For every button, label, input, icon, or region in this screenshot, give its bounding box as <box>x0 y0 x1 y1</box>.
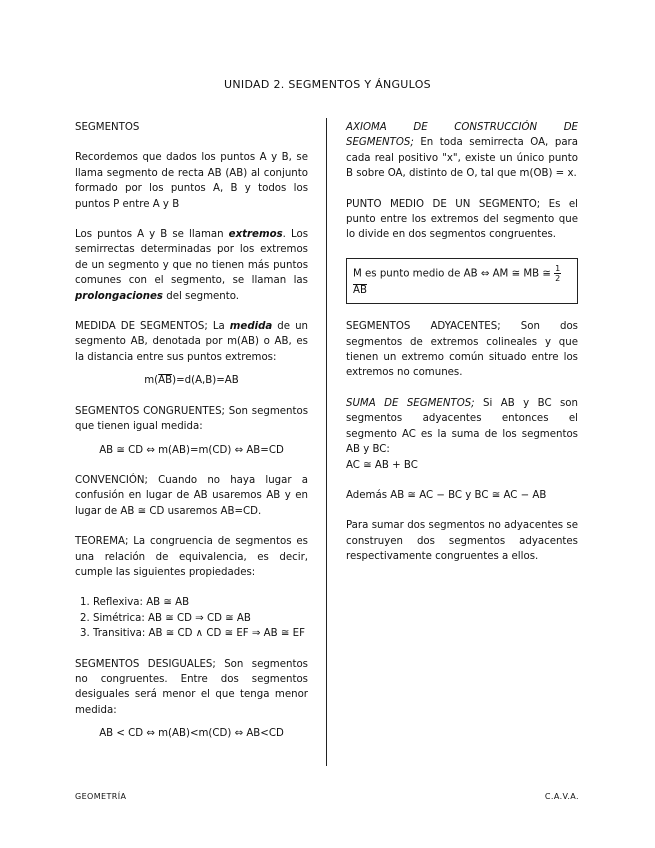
property-simetrica: 2. Simétrica: AB ≅ CD ⇒ CD ≅ AB <box>93 611 308 626</box>
properties-list <box>75 595 308 641</box>
medida-text-b: de un segmento AB, denotada por m(AB) o AB, es la distancia entre sus puntos extremos: <box>75 321 308 363</box>
extremos-term: extremos <box>228 229 283 241</box>
footer-left: GEOMETRÍA <box>75 792 127 801</box>
medida-formula-b: )=d(A,B)=AB <box>172 375 239 387</box>
property-transitiva: 3. Transitiva: AB ≅ CD ∧ CD ≅ EF ⇒ AB ≅ EF <box>93 626 308 641</box>
congruentes-formula: AB ≅ CD ⇔ m(AB)=m(CD) ⇔ AB=CD <box>99 444 284 456</box>
teorema-text: La congruencia de segmentos es una relación de equivalencia, es decir, cumple las siguientes propiedades: <box>75 536 308 578</box>
suma-paragraph <box>346 396 578 458</box>
prolongaciones-term: prolongaciones <box>75 290 163 302</box>
congruentes-text: Son segmentos que tienen igual medida: <box>75 405 309 433</box>
punto-medio-box <box>346 258 578 304</box>
fraction-denominator: 2 <box>555 273 561 283</box>
axioma-heading: AXIOMA DE CONSTRUCCIÓN DE SEGMENTOS; <box>346 122 578 149</box>
medida-heading: MEDIDA DE SEGMENTOS; <box>75 321 208 333</box>
axioma-paragraph <box>346 120 578 182</box>
convencion-heading: CONVENCIÓN; <box>75 474 148 486</box>
segmentos-heading: SEGMENTOS <box>75 122 140 133</box>
convencion-text: Cuando no haya lugar a confusión en lugar de AB usaremos AB y en lugar de AB ≅ CD usaremos AB=CD. <box>75 474 308 517</box>
footer-right: C.A.V.A. <box>544 792 579 801</box>
right-column <box>346 120 578 580</box>
extremos-paragraph <box>75 227 308 304</box>
desiguales-paragraph <box>75 657 308 719</box>
suma-formula: AC ≅ AB + BC <box>346 459 418 471</box>
segmentos-definition: Recordemos que dados los puntos A y B, se llama segmento de recta AB (AB) al conjunto formado por los puntos A, B y todos los puntos P entre A y B <box>75 152 308 210</box>
adyacentes-paragraph <box>346 319 578 381</box>
medida-text-a: La <box>207 321 230 333</box>
axioma-text: En toda semirrecta OA, para cada real positivo "x", existe un único punto B sobre OA, distinto de O, tal que m(OB) = x. <box>346 137 578 180</box>
teorema-heading: TEOREMA; <box>75 536 129 548</box>
punto-medio-heading: PUNTO MEDIO DE UN SEGMENTO; <box>346 198 541 210</box>
punto-medio-text: Es el punto entre los extremos del segmento que lo divide en dos segmentos congruentes. <box>346 198 579 241</box>
desiguales-formula: AB < CD ⇔ m(AB)<m(CD) ⇔ AB<CD <box>99 728 284 740</box>
medida-term: medida <box>229 321 273 333</box>
left-column <box>75 120 308 757</box>
desiguales-heading: SEGMENTOS DESIGUALES; <box>75 658 216 670</box>
column-divider <box>326 118 327 766</box>
medida-formula <box>75 373 308 388</box>
page-title: UNIDAD 2. SEGMENTOS Y ÁNGULOS <box>224 78 431 91</box>
suma-heading: SUMA DE SEGMENTOS; <box>346 397 475 409</box>
adyacentes-heading: SEGMENTOS ADYACENTES; <box>346 321 501 333</box>
box-formula-a: M es punto medio de AB ⇔ AM ≅ MB ≅ <box>353 268 555 280</box>
property-reflexiva: 1. Reflexiva: AB ≅ AB <box>93 595 308 610</box>
ademas-formula: Además AB ≅ AC − BC y BC ≅ AC − AB <box>346 489 547 501</box>
congruentes-paragraph <box>75 404 308 435</box>
convencion-paragraph <box>75 473 308 519</box>
extremos-text-b: . Los semirrectas determinadas por los extremos de un segmento y que no tienen más puntos comunes con el segmento, se llaman las <box>75 229 309 287</box>
punto-medio-paragraph <box>346 197 578 243</box>
teorema-paragraph <box>75 534 308 580</box>
congruentes-heading: SEGMENTOS CONGRUENTES; <box>75 405 225 417</box>
medida-paragraph <box>75 319 308 365</box>
extremos-text-c: del segmento. <box>162 290 240 302</box>
desiguales-text: Son segmentos no congruentes. Entre dos segmentos desiguales será menor el que tenga menor medida: <box>75 658 308 716</box>
medida-formula-a: m( <box>144 375 159 387</box>
extremos-text-a: Los puntos A y B se llaman <box>75 229 229 241</box>
fraction-numerator: 1 <box>555 263 561 273</box>
box-formula-b: $\overline{AB}$ <box>353 284 367 296</box>
adyacentes-text: Son dos segmentos de extremos colineales y que tienen un extremo común situado entre los extremos no comunes. <box>346 321 578 379</box>
suma-text: Si AB y BC son segmentos adyacentes entonces el segmento AC es la suma de los segmentos AB y BC: <box>346 397 578 456</box>
medida-formula-overline: $\overline{AB}$ <box>158 375 173 387</box>
final-paragraph: Para sumar dos segmentos no adyacentes se construyen dos segmentos adyacentes respectivamente congruentes a ellos. <box>346 520 578 563</box>
one-half-fraction <box>554 264 561 283</box>
